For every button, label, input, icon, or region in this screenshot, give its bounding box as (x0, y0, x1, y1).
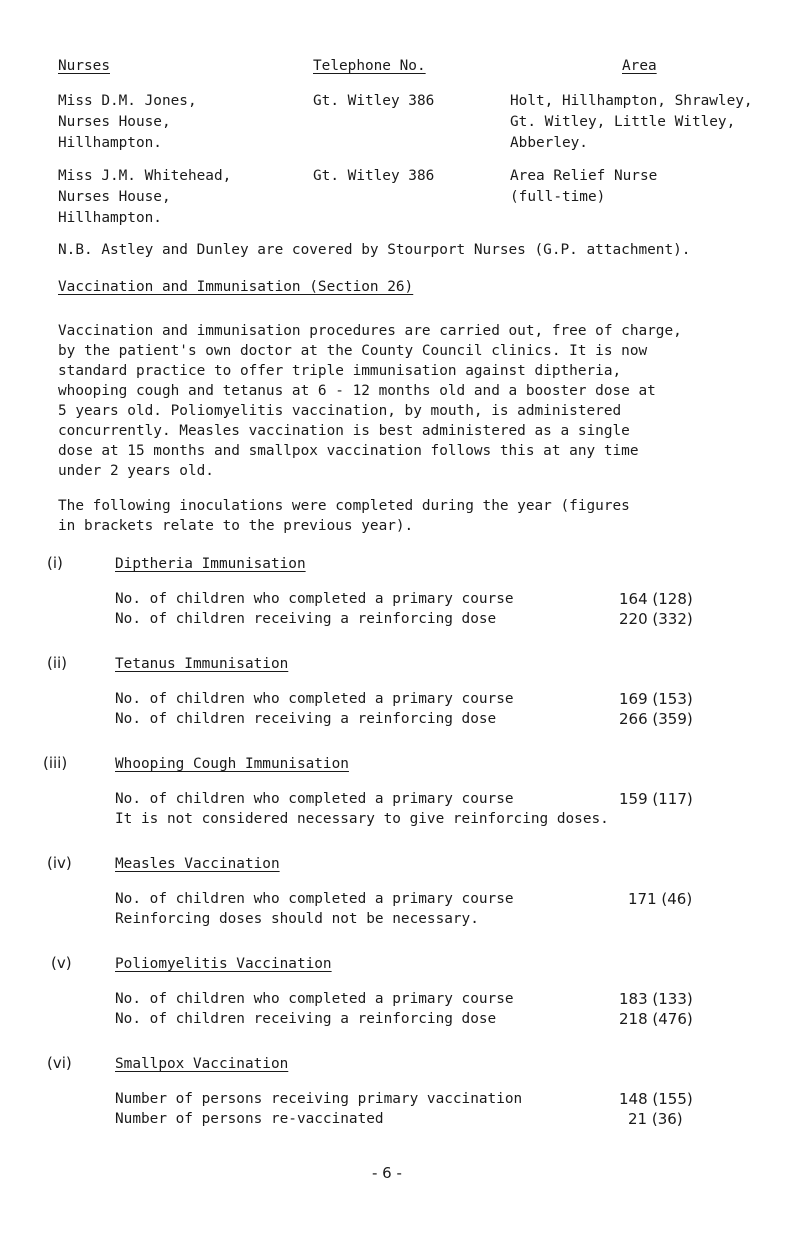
section-heading: Vaccination and Immunisation (Section 26) (58, 279, 414, 295)
row-label: No. of children receiving a reinforcing dose (115, 611, 497, 627)
nurse-phone: Gt. Witley 386 (313, 93, 435, 109)
row-label: No. of children receiving a reinforcing dose (115, 711, 497, 727)
row-value: 169 (153) (619, 690, 693, 708)
nurse-area-line: Area Relief Nurse (510, 168, 658, 184)
section-title: Tetanus Immunisation (115, 656, 289, 672)
paragraph-line: standard practice to offer triple immunisation against diptheria, (58, 363, 622, 379)
paragraph-line: dose at 15 months and smallpox vaccination follows this at any time (58, 443, 639, 459)
inoculations-intro-line: in brackets relate to the previous year). (58, 518, 414, 534)
row-label: Number of persons receiving primary vaccination (115, 1091, 523, 1107)
paragraph-line: Vaccination and immunisation procedures are carried out, free of charge, (58, 323, 682, 339)
row-note: It is not considered necessary to give reinforcing doses. (115, 811, 609, 827)
coverage-note: N.B. Astley and Dunley are covered by Stourport Nurses (G.P. attachment). (58, 242, 691, 258)
nurse-name-line: Hillhampton. (58, 135, 162, 151)
row-value: 148 (155) (619, 1090, 693, 1108)
row-value: 164 (128) (619, 590, 693, 608)
nurse-area-line: (full-time) (510, 189, 606, 205)
header-area: Area (622, 58, 657, 74)
row-value: 183 (133) (619, 990, 693, 1008)
section-title: Poliomyelitis Vaccination (115, 956, 332, 972)
row-value: 171 (46) (628, 890, 693, 908)
nurse-name-line: Nurses House, (58, 189, 171, 205)
section-number: (i) (47, 554, 63, 572)
page-number: - 6 - (372, 1164, 402, 1182)
header-telephone: Telephone No. (313, 58, 426, 74)
section-number: (vi) (47, 1054, 72, 1072)
paragraph-line: 5 years old. Poliomyelitis vaccination, by mouth, is administered (58, 403, 622, 419)
nurse-area-line: Gt. Witley, Little Witley, (510, 114, 736, 130)
row-value: 21 (36) (628, 1110, 683, 1128)
section-title: Smallpox Vaccination (115, 1056, 289, 1072)
paragraph-line: under 2 years old. (58, 463, 214, 479)
nurse-name-line: Hillhampton. (58, 210, 162, 226)
row-value: 266 (359) (619, 710, 693, 728)
section-number: (v) (51, 954, 72, 972)
section-number: (iv) (47, 854, 72, 872)
row-value: 159 (117) (619, 790, 693, 808)
inoculations-intro-line: The following inoculations were completed during the year (figures (58, 498, 630, 514)
row-label: Number of persons re-vaccinated (115, 1111, 384, 1127)
section-number: (ii) (47, 654, 68, 672)
nurse-name-line: Miss J.M. Whitehead, (58, 168, 232, 184)
row-note: Reinforcing doses should not be necessary. (115, 911, 479, 927)
row-label: No. of children who completed a primary course (115, 691, 514, 707)
nurse-area-line: Holt, Hillhampton, Shrawley, (510, 93, 753, 109)
row-label: No. of children receiving a reinforcing dose (115, 1011, 497, 1027)
nurse-name-line: Nurses House, (58, 114, 171, 130)
nurse-name-line: Miss D.M. Jones, (58, 93, 197, 109)
row-label: No. of children who completed a primary course (115, 991, 514, 1007)
row-label: No. of children who completed a primary course (115, 891, 514, 907)
nurse-phone: Gt. Witley 386 (313, 168, 435, 184)
row-label: No. of children who completed a primary course (115, 591, 514, 607)
section-number: (iii) (43, 754, 68, 772)
paragraph-line: whooping cough and tetanus at 6 - 12 months old and a booster dose at (58, 383, 656, 399)
row-value: 218 (476) (619, 1010, 693, 1028)
section-title: Diptheria Immunisation (115, 556, 306, 572)
section-title: Whooping Cough Immunisation (115, 756, 349, 772)
row-value: 220 (332) (619, 610, 693, 628)
header-nurses: Nurses (58, 58, 110, 74)
paragraph-line: by the patient's own doctor at the County Council clinics. It is now (58, 343, 648, 359)
nurse-area-line: Abberley. (510, 135, 588, 151)
section-title: Measles Vaccination (115, 856, 280, 872)
row-label: No. of children who completed a primary course (115, 791, 514, 807)
paragraph-line: concurrently. Measles vaccination is best administered as a single (58, 423, 630, 439)
